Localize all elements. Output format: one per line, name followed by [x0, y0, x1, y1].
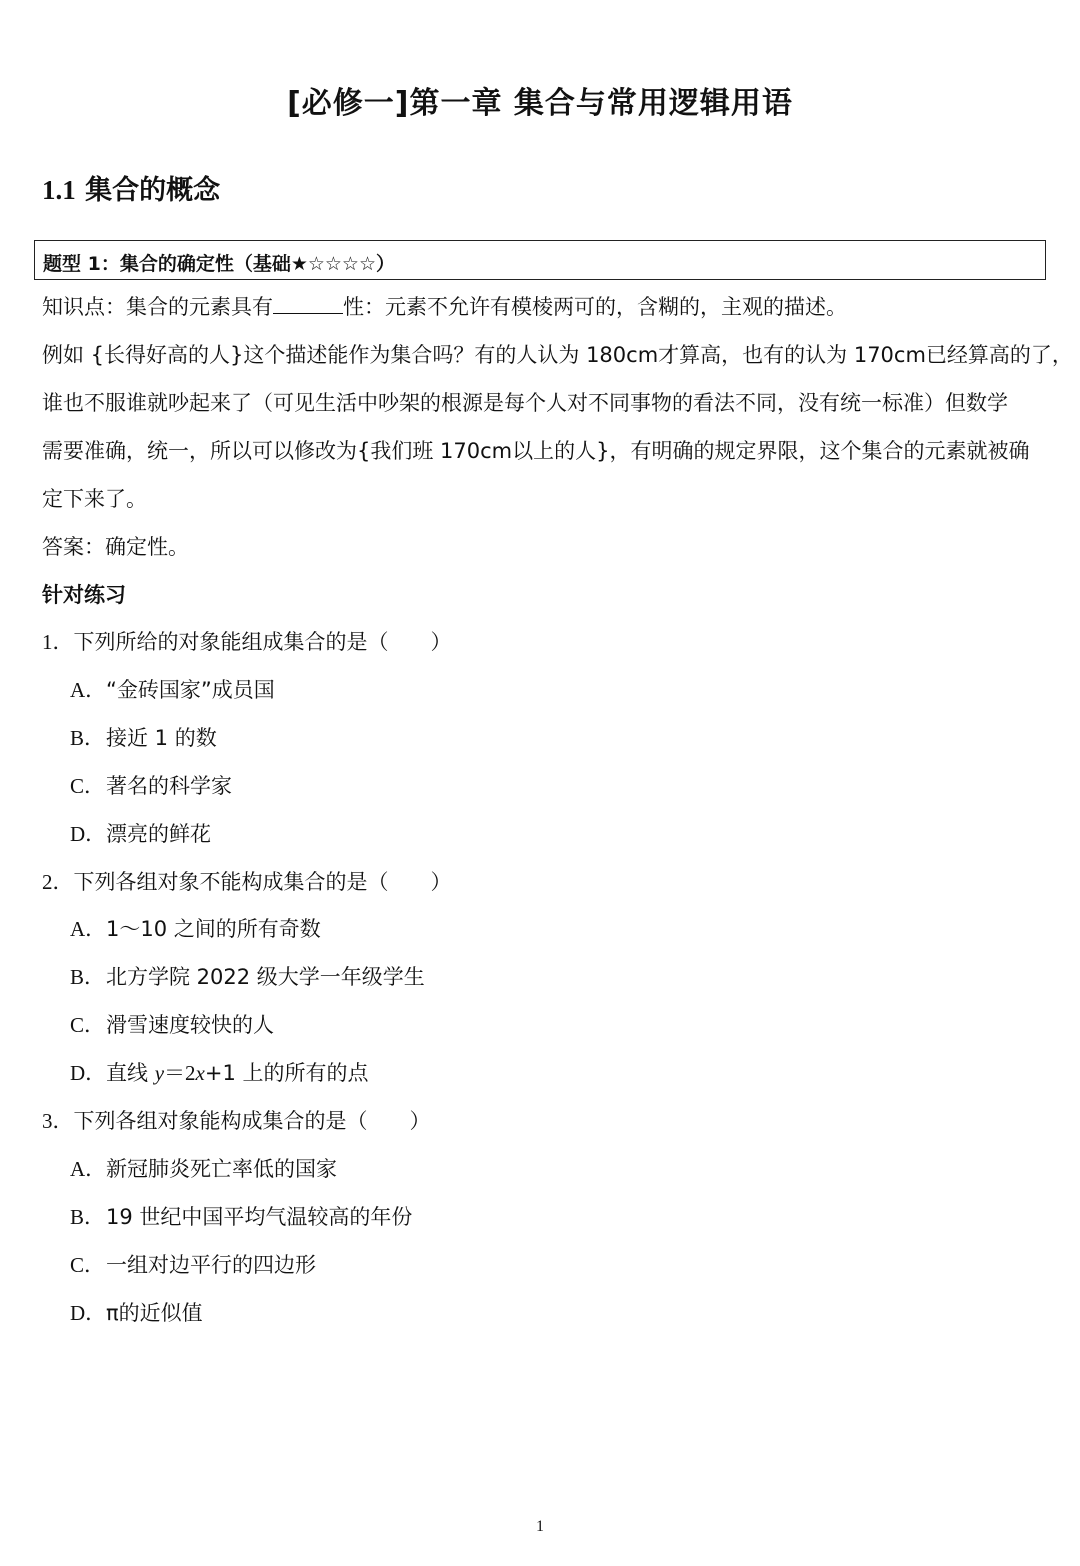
option-letter: A． [70, 678, 107, 702]
question-stem: 下列各组对象能构成集合的是（ ） [73, 1109, 431, 1133]
option-text: 19 世纪中国平均气温较高的年份 [106, 1205, 413, 1229]
knowledge-prefix: 知识点：集合的元素具有 [42, 295, 273, 319]
question-number: 2． [42, 870, 74, 894]
option-text-pre: 直线 [106, 1061, 155, 1085]
option-text: 接近 1 的数 [106, 726, 217, 750]
example-line-3: 需要准确，统一，所以可以修改为{我们班 170cm以上的人}，有明确的规定界限，这个集合的元素就被确 [42, 439, 1030, 463]
answer-text: 答案：确定性。 [42, 535, 189, 559]
question-3 [42, 1107, 431, 1135]
section-number: 1.1 [42, 175, 76, 205]
question-stem: 下列各组对象不能构成集合的是（ ） [73, 870, 452, 894]
question-type-label: 题型 1：集合的确定性（基础★☆☆☆☆） [43, 253, 396, 275]
option-text: π的近似值 [106, 1301, 203, 1325]
example-line-1: 例如 {长得好高的人}这个描述能作为集合吗？有的人认为 180cm才算高，也有的认为 170cm已经算高的了， [42, 343, 1073, 367]
question-3-option-a [70, 1155, 337, 1183]
option-text: 漂亮的鲜花 [106, 822, 211, 846]
option-letter: C． [70, 1253, 106, 1277]
option-text: 新冠肺炎死亡率低的国家 [106, 1157, 337, 1181]
option-text-post: +1 上的所有的点 [204, 1061, 369, 1085]
option-text: “金砖国家”成员国 [106, 678, 275, 702]
option-text: 1～10 之间的所有奇数 [106, 917, 321, 941]
option-letter: D． [70, 1301, 107, 1325]
question-3-option-c [70, 1251, 316, 1279]
option-letter: A． [70, 1157, 107, 1181]
question-number: 3． [42, 1109, 74, 1133]
math-equals: ＝2 [164, 1061, 196, 1085]
section-heading [42, 168, 220, 207]
question-1-option-d [70, 820, 211, 848]
option-letter: C． [70, 774, 106, 798]
question-type-box [34, 240, 1046, 280]
page-number: 1 [536, 1518, 544, 1535]
question-2-option-c [70, 1011, 274, 1039]
math-variable-y: y [154, 1061, 165, 1085]
math-variable-x: x [195, 1061, 205, 1085]
option-letter: D． [70, 822, 107, 846]
question-3-option-b [70, 1203, 412, 1231]
example-line-4: 定下来了。 [42, 487, 147, 511]
option-letter: C． [70, 1013, 106, 1037]
option-text: 滑雪速度较快的人 [106, 1013, 274, 1037]
knowledge-suffix: 性：元素不允许有模棱两可的，含糊的，主观的描述。 [343, 295, 847, 319]
option-letter: D． [70, 1061, 107, 1085]
option-letter: B． [70, 726, 106, 750]
fill-blank [273, 293, 343, 314]
question-1-option-b [70, 724, 217, 752]
section-name: 集合的概念 [85, 175, 221, 206]
question-number: 1． [42, 630, 74, 654]
practice-heading: 针对练习 [42, 583, 126, 607]
question-1 [42, 628, 452, 656]
example-line-2: 谁也不服谁就吵起来了（可见生活中吵架的根源是每个人对不同事物的看法不同，没有统一标准）但数学 [42, 391, 1008, 415]
option-text: 北方学院 2022 级大学一年级学生 [106, 965, 425, 989]
question-3-option-d [70, 1299, 203, 1327]
question-stem: 下列所给的对象能组成集合的是（ ） [73, 630, 452, 654]
page-title: [必修一]第一章 集合与常用逻辑用语 [287, 86, 793, 121]
question-2 [42, 868, 452, 896]
question-1-option-a [70, 676, 275, 704]
knowledge-point [42, 293, 847, 321]
option-text: 著名的科学家 [106, 774, 232, 798]
option-text: 一组对边平行的四边形 [106, 1253, 316, 1277]
question-2-option-a [70, 915, 321, 943]
question-1-option-c [70, 772, 232, 800]
question-2-option-b [70, 963, 425, 991]
option-letter: A． [70, 917, 107, 941]
option-letter: B． [70, 1205, 106, 1229]
question-2-option-d [70, 1059, 368, 1087]
option-letter: B． [70, 965, 106, 989]
